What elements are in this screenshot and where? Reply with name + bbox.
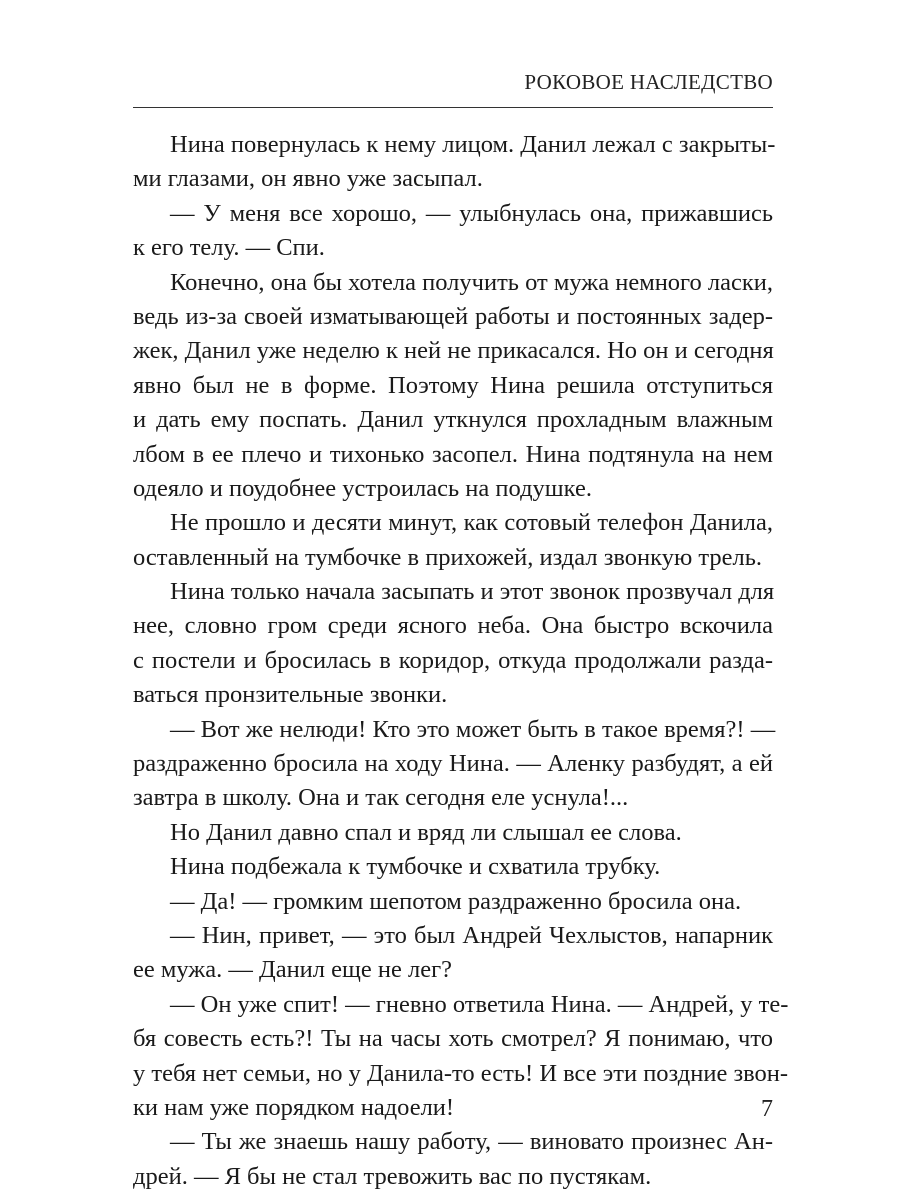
text-line: нее, словно гром среди ясного неба. Она быстро вскочила [133,612,773,640]
text-line: — Нин, привет, — это был Андрей Чехлыстов, напарник [170,921,773,949]
text-line: оставленный на тумбочке в прихожей, издал звонкую трель. [133,543,763,571]
text-line: к его телу. — Спи. [133,234,325,262]
text-line: Конечно, она бы хотела получить от мужа немного ласки, [170,268,773,296]
text-line: ведь из-за своей изматывающей работы и постоянных задер- [133,302,773,330]
text-line: лбом в ее плечо и тихонько засопел. Нина подтянула на нем [133,440,773,468]
text-line: Не прошло и десяти минут, как сотовый телефон Данила, [170,509,773,537]
text-line: — Вот же нелюди! Кто это может быть в такое время?! — [170,715,776,743]
text-line: Нина только начала засыпать и этот звонок прозвучал для [170,578,775,606]
text-line: и дать ему поспать. Данил уткнулся прохладным влажным [133,406,773,434]
page-number: 7 [761,1096,773,1122]
text-line: Но Данил давно спал и вряд ли слышал ее слова. [170,818,682,846]
text-line: жек, Данил уже неделю к ней не прикасался. Но он и сегодня [133,337,774,365]
body-text [133,128,789,1194]
text-line: раздраженно бросила на ходу Нина. — Аленку разбудят, а ей [133,750,773,778]
text-line: ми глазами, он явно уже засыпал. [133,165,483,193]
text-line: у тебя нет семьи, но у Данила-то есть! И все эти поздние звон- [133,1059,789,1087]
text-line: Нина подбежала к тумбочке и схватила трубку. [170,853,661,881]
text-line: Нина повернулась к нему лицом. Данил лежал с закрыты- [170,131,776,158]
text-line: с постели и бросилась в коридор, откуда продолжали разда- [133,646,773,674]
text-line: ее мужа. — Данил еще не лег? [133,956,453,984]
text-line: завтра в школу. Она и так сегодня еле уснула!... [133,784,629,812]
text-line: ваться пронзительные звонки. [133,681,448,709]
text-line: — У меня все хорошо, — улыбнулась она, прижавшись [170,199,773,227]
text-line: одеяло и поудобнее устроилась на подушке. [133,474,592,502]
header-rule [133,107,773,108]
text-line: ки нам уже порядком надоели! [133,1093,455,1121]
text-line: явно был не в форме. Поэтому Нина решила отступиться [133,371,773,399]
running-head: РОКОВОЕ НАСЛЕДСТВО [524,70,773,94]
text-line: — Да! — громким шепотом раздраженно бросила она. [170,887,742,915]
text-line: бя совесть есть?! Ты на часы хоть смотрел? Я понимаю, что [133,1025,773,1053]
text-line: — Ты же знаешь нашу работу, — виновато произнес Ан- [170,1128,773,1156]
text-line: — Он уже спит! — гневно ответила Нина. — Андрей, у те- [170,990,789,1018]
text-line: дрей. — Я бы не стал тревожить вас по пустякам. [133,1162,652,1190]
